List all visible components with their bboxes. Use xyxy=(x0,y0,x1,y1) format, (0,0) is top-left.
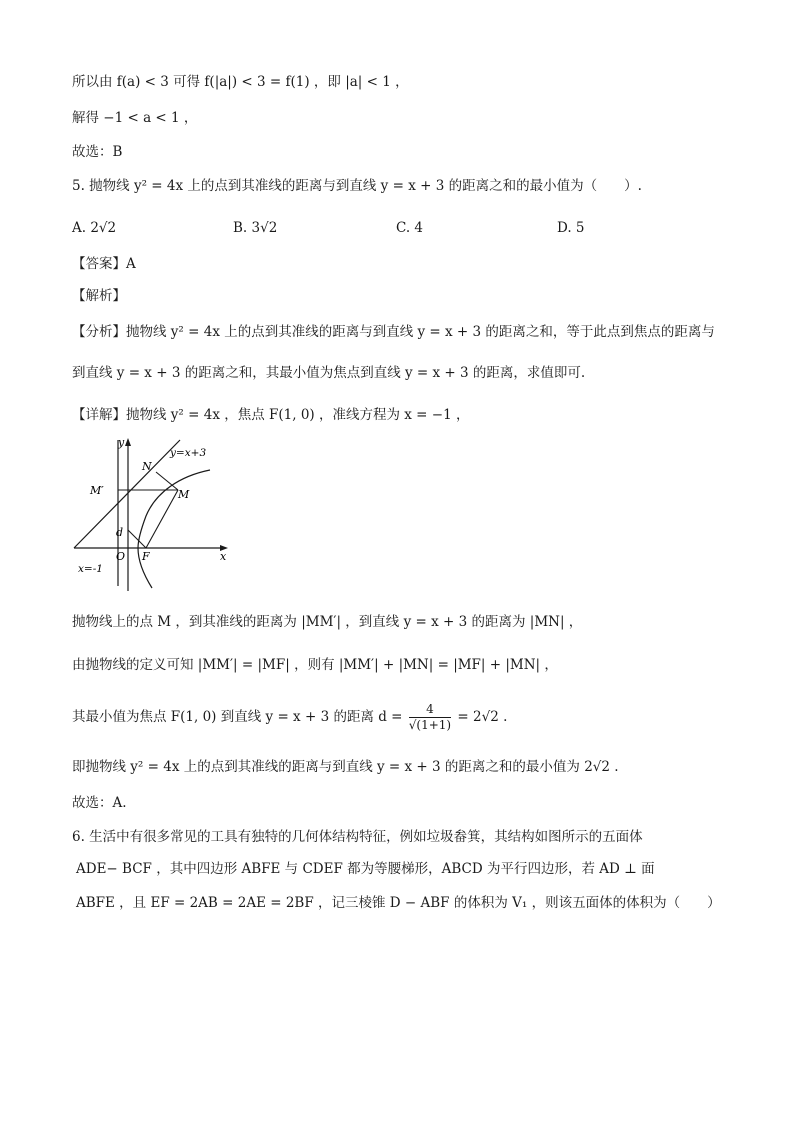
label-directrix: x=-1 xyxy=(78,563,103,575)
detail-line-4 xyxy=(72,702,507,733)
label-f: F xyxy=(142,550,150,563)
label-d: d xyxy=(116,526,124,539)
analysis-line-1: 【分析】抛物线 y² = 4x 上的点到其准线的距离与到直线 y = x + 3 的距离之和，等于此点到焦点的距离与 xyxy=(72,324,715,340)
option-c: C. 4 xyxy=(396,220,424,236)
detail-line-2: 抛物线上的点 M ，到其准线的距离为 |MM′| ，到直线 y = x + 3 的距离为 |MN| ， xyxy=(72,614,583,630)
distance-suffix: = 2√2 . xyxy=(453,709,508,725)
detail-line-3: 由抛物线的定义可知 |MM′| = |MF| ，则有 |MM′| + |MN| = |MF| + |MN| ， xyxy=(72,657,558,673)
label-y: y xyxy=(118,436,125,449)
detail-line-5: 即抛物线 y² = 4x 上的点到其准线的距离与到直线 y = x + 3 的距离之和的最小值为 2√2 . xyxy=(72,759,619,775)
analysis-heading: 【解析】 xyxy=(72,288,126,304)
label-m: M xyxy=(178,488,190,501)
label-n: N xyxy=(142,460,152,473)
fraction-numerator: 4 xyxy=(409,702,451,718)
detail-line-6: 故选：A. xyxy=(72,795,127,811)
question-5: 5. 抛物线 y² = 4x 上的点到其准线的距离与到直线 y = x + 3 的距离之和的最小值为（ ）. xyxy=(72,178,642,194)
distance-fraction xyxy=(409,702,451,733)
label-o: O xyxy=(116,550,126,563)
answer-line: 【答案】A xyxy=(72,256,136,272)
line-2: 解得 −1 < a < 1 ， xyxy=(72,110,198,126)
detail-line-1: 【详解】抛物线 y² = 4x ，焦点 F(1, 0) ，准线方程为 x = −1 ， xyxy=(72,407,470,423)
question-6-line-2: ADE− BCF ，其中四边形 ABFE 与 CDEF 都为等腰梯形，ABCD 为平行四边形，若 AD ⊥ 面 xyxy=(76,861,655,877)
option-b: B. 3√2 xyxy=(233,220,278,236)
label-x: x xyxy=(220,550,227,563)
fraction-denominator: √(1+1) xyxy=(408,718,452,732)
option-d: D. 5 xyxy=(557,220,585,236)
question-6-line-1: 6. 生活中有很多常见的工具有独特的几何体结构特征，例如垃圾畚箕，其结构如图所示的五面体 xyxy=(72,829,643,845)
question-6-line-3: ABFE ，且 EF = 2AB = 2AE = 2BF ，记三棱锥 D − ABF 的体积为 V₁ ，则该五面体的体积为（ ） xyxy=(76,895,721,911)
line-1: 所以由 f(a) < 3 可得 f(|a|) < 3 = f(1) ，即 |a| < 1 ， xyxy=(72,74,409,90)
label-line: y=x+3 xyxy=(170,447,207,459)
line-3: 故选：B xyxy=(72,144,123,160)
distance-prefix: 其最小值为焦点 F(1, 0) 到直线 y = x + 3 的距离 d = xyxy=(72,709,407,725)
label-m-prime: M′ xyxy=(90,484,104,497)
analysis-line-2: 到直线 y = x + 3 的距离之和，其最小值为焦点到直线 y = x + 3 的距离，求值即可. xyxy=(72,365,586,381)
option-a: A. 2√2 xyxy=(72,220,117,236)
parabola-figure xyxy=(70,436,240,596)
